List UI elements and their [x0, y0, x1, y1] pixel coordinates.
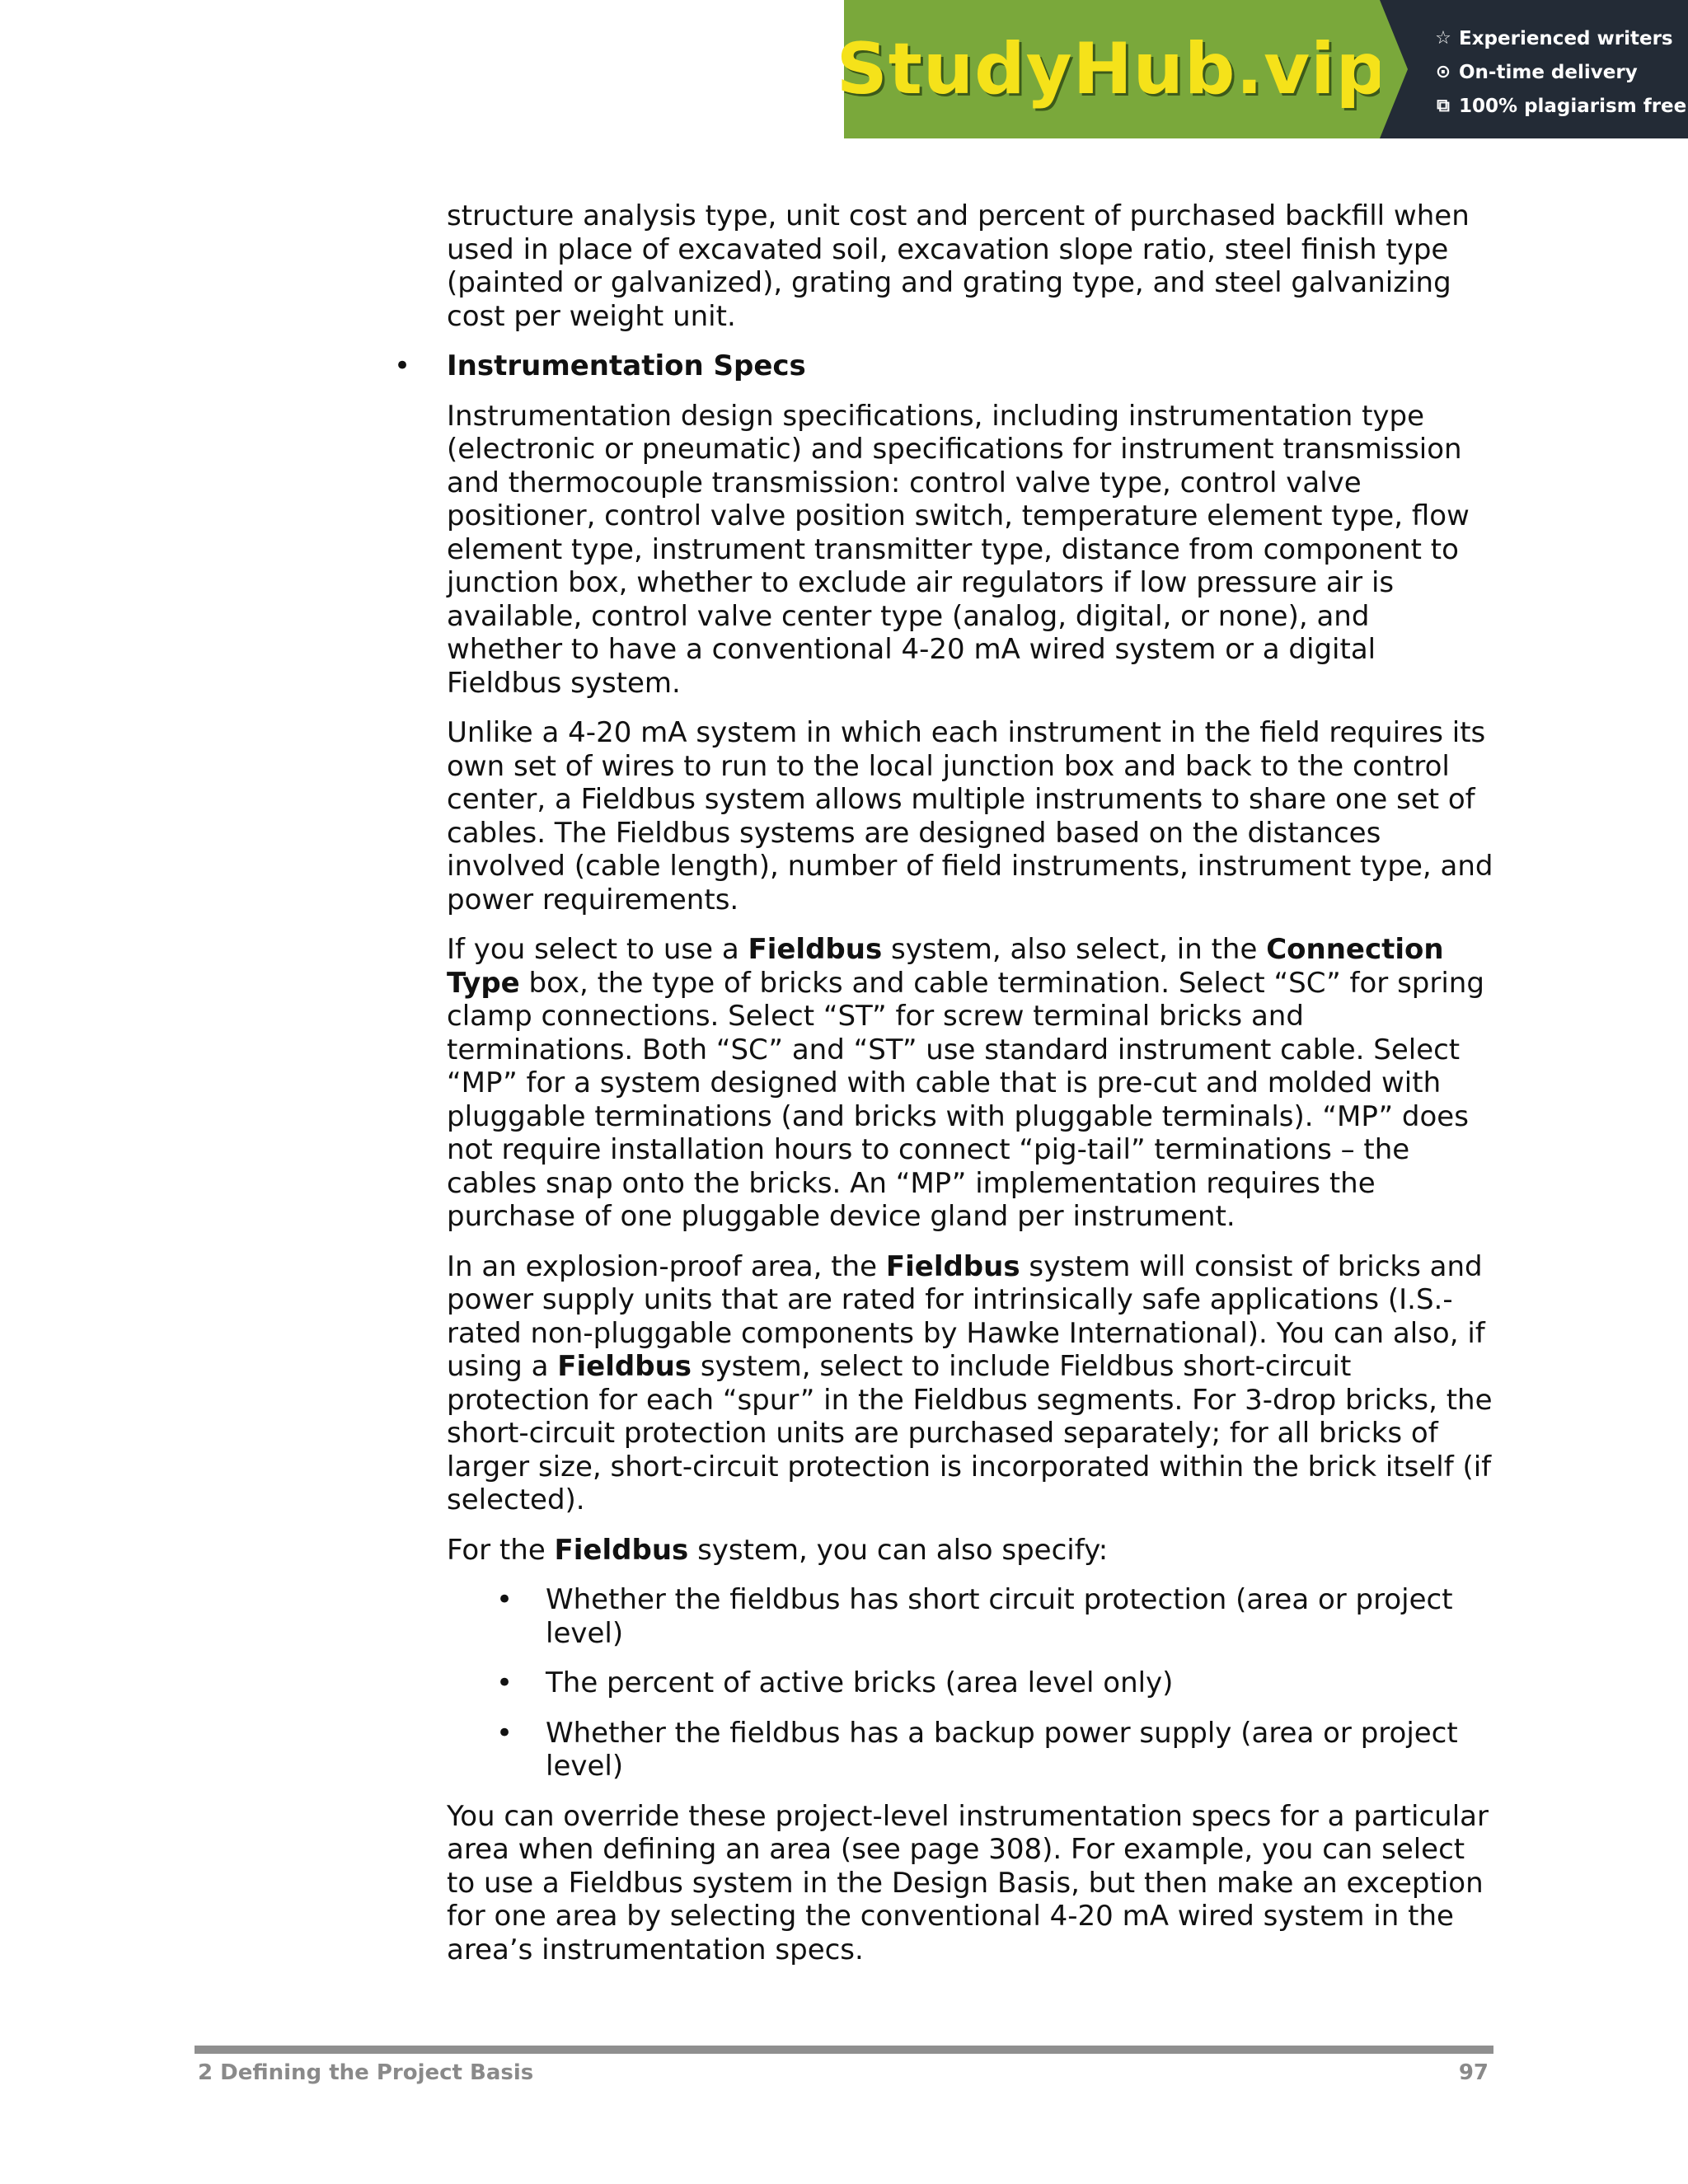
paragraph-explosion-proof — [447, 1250, 1493, 1517]
list-item-text: Whether the fieldbus has a backup power supply (area or project level) — [546, 1716, 1458, 1783]
section-heading: Instrumentation Specs — [447, 349, 806, 382]
text-run: In an explosion-proof area, the — [447, 1249, 886, 1283]
studyhub-logo[interactable] — [836, 0, 1388, 138]
feature-label: 100% plagiarism free — [1459, 95, 1687, 117]
list-item — [447, 1583, 1493, 1650]
list-item — [447, 1717, 1493, 1783]
bold-term: Fieldbus — [748, 933, 883, 966]
paragraph-instrumentation-design: Instrumentation design specifications, including instrumentation type (electronic or pneumatic) and specifications for instrument transmission and thermocouple transmission: control valve type, control valve positioner, control valve position switch, temperature element type, flow element type, instrument transmitter type, distance from component to junction box, whether to exclude air regulators if low pressure air is available, control valve center type (analog, digital, or none), and whether to have a conventional 4-20 mA wired system or a digital Fieldbus system. — [447, 399, 1470, 700]
document-body — [394, 199, 1493, 1983]
feature-plagiarism-free — [1432, 89, 1688, 123]
clock-icon: ⊙ — [1435, 62, 1451, 82]
bullet-icon: • — [496, 1666, 513, 1699]
text-run: For the — [447, 1533, 555, 1567]
bullet-icon: • — [496, 1716, 513, 1750]
bullet-icon: • — [394, 349, 411, 382]
copy-icon: ⧉ — [1437, 96, 1450, 116]
footer-divider — [195, 2046, 1493, 2054]
star-icon: ☆ — [1435, 28, 1451, 49]
logo-text: StudyHub.vip — [836, 28, 1388, 110]
list-item-text: Whether the fieldbus has short circuit protection (area or project level) — [546, 1583, 1453, 1650]
feature-label: Experienced writers — [1459, 27, 1673, 49]
text-run: box, the type of bricks and cable termination. Select “SC” for spring clamp connections. Select “ST” for screw terminal bricks and terminations. Both “SC” and “ST” use standard instrument cable. Select “MP” for a system designed with cable that is pre-cut and molded with pluggable terminations (and bricks with pluggable terminals). “MP” does not require installation hours to connect “pig-tail” terminations – the cables snap onto the bricks. An “MP” implementation requires the purchase of one pluggable device gland per instrument. — [447, 966, 1484, 1233]
fieldbus-options-list — [447, 1583, 1493, 1783]
text-run: If you select to use a — [447, 933, 748, 966]
studyhub-banner[interactable] — [836, 0, 1688, 138]
paragraph-fieldbus-specify — [447, 1534, 1493, 1568]
text-run: system will consist of bricks and power supply units that are rated for intrinsically safe applications (I.S.-rated non-pluggable components by Hawke International). You can also, if using a — [447, 1249, 1485, 1383]
feature-label: On-time delivery — [1459, 61, 1638, 83]
bold-term: Fieldbus — [557, 1350, 692, 1383]
footer-page-number: 97 — [1458, 2060, 1489, 2085]
section-heading-item — [394, 349, 1493, 383]
banner-features — [1380, 0, 1688, 138]
footer-chapter-title: 2 Defining the Project Basis — [198, 2060, 534, 2085]
intro-paragraph: structure analysis type, unit cost and percent of purchased backfill when used in place of excavated soil, excavation slope ratio, steel finish type (painted or galvanized), grating and grating type, and steel galvanizing cost per weight unit. — [447, 199, 1470, 333]
paragraph-override-specs: You can override these project-level instrumentation specs for a particular area when defining an area (see page 308). For example, you can select to use a Fieldbus system in the Design Basis, but then make an exception for one area by selecting the conventional 4-20 mA wired system in the area’s instrumentation specs. — [447, 1799, 1489, 1966]
feature-on-time-delivery — [1432, 55, 1688, 89]
text-run: system, select to include Fieldbus short-circuit protection for each “spur” in the Fieldbus segments. For 3-drop bricks, the short-circuit protection units are purchased separately; for all bricks of larger size, short-circuit protection is incorporated within the brick itself (if selected). — [447, 1350, 1493, 1516]
list-item — [447, 1666, 1493, 1700]
list-item-text: The percent of active bricks (area level only) — [546, 1666, 1174, 1699]
bold-term: Fieldbus — [554, 1533, 689, 1567]
feature-experienced-writers — [1432, 21, 1688, 55]
paragraph-connection-type — [447, 933, 1493, 1234]
bold-term: Connection Type — [447, 933, 1444, 1000]
bold-term: Fieldbus — [885, 1249, 1020, 1283]
bullet-icon: • — [496, 1583, 513, 1616]
paragraph-fieldbus-comparison: Unlike a 4-20 mA system in which each instrument in the field requires its own set of wires to run to the local junction box and back to the control center, a Fieldbus system allows multiple instruments to share one set of cables. The Fieldbus systems are designed based on the distances involved (cable length), number of field instruments, instrument type, and power requirements. — [447, 716, 1493, 916]
text-run: system, you can also specify: — [688, 1533, 1109, 1567]
text-run: system, also select, in the — [882, 933, 1267, 966]
